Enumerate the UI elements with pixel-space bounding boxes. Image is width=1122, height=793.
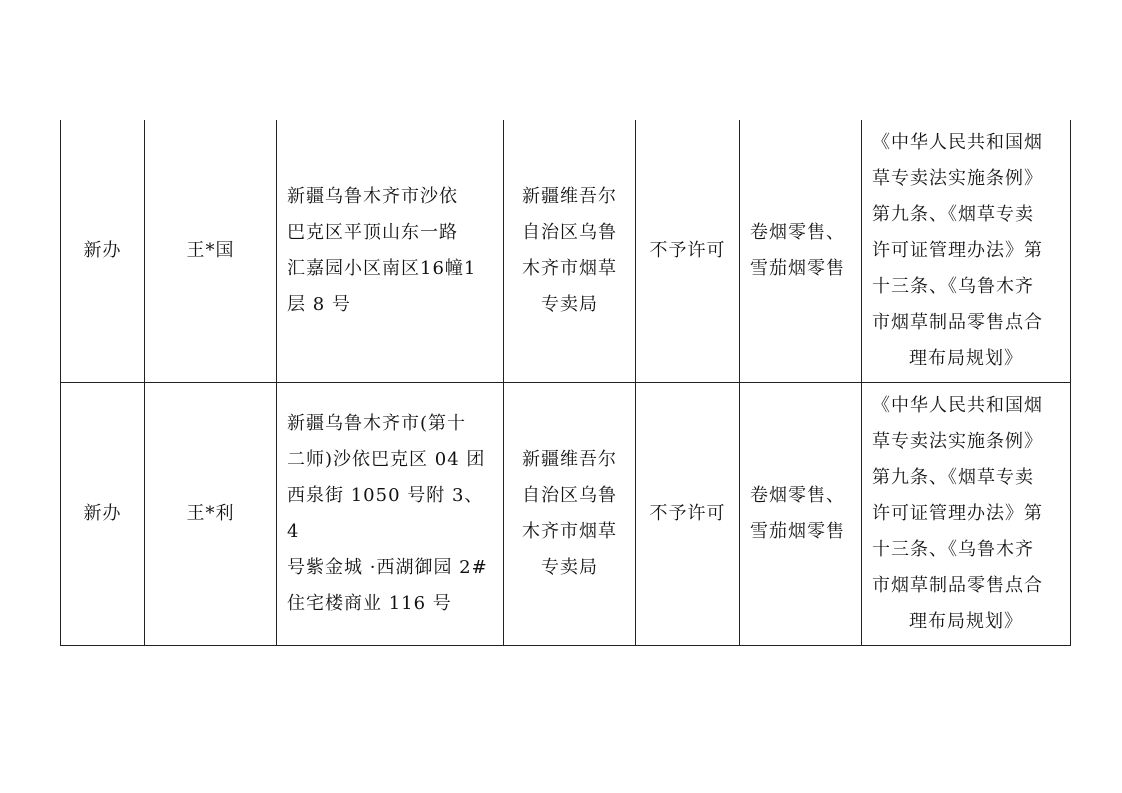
legal-basis: 《中华人民共和国烟 草专卖法实施条例》 第九条、《烟草专卖 许可证管理办法》第 十三条、《乌鲁木齐 市烟草制品零售点合 [872, 132, 1043, 333]
application-type: 新办 [83, 240, 122, 261]
applicant-name: 王*国 [186, 240, 235, 261]
issuing-authority: 新疆维吾尔 自治区乌鲁 木齐市烟草 专卖局 [522, 186, 617, 315]
application-type: 新办 [83, 503, 122, 524]
legal-basis-cell [862, 383, 1071, 646]
legal-basis-last-line: 理布局规划》 [909, 611, 1023, 632]
business-address: 新疆乌鲁木齐市沙依 巴克区平顶山东一路 汇嘉园小区南区16幢1 层 8 号 [287, 186, 477, 315]
business-address: 新疆乌鲁木齐市(第十 二师)沙依巴克区 04 团 西泉街 1050 号附 3、4 号紫金城 ·西湖御园 2# 住宅楼商业 116 号 [287, 413, 488, 614]
business-scope-cell [740, 383, 862, 646]
issuing-authority: 新疆维吾尔 自治区乌鲁 木齐市烟草 专卖局 [522, 449, 617, 578]
business-address-cell [277, 120, 504, 383]
authority-cell [504, 120, 636, 383]
application-type-cell [61, 383, 145, 646]
business-scope: 卷烟零售、 雪茄烟零售 [750, 485, 845, 542]
table-row [61, 383, 1071, 646]
table-row [61, 120, 1071, 383]
applicant-name-cell [145, 383, 277, 646]
legal-basis-cell [862, 120, 1071, 383]
decision-result: 不予许可 [649, 503, 726, 524]
business-scope-cell [740, 120, 862, 383]
authority-cell [504, 383, 636, 646]
business-address-cell [277, 383, 504, 646]
business-scope: 卷烟零售、 雪茄烟零售 [750, 222, 845, 279]
decision-cell [636, 383, 740, 646]
license-decision-table [60, 120, 1071, 646]
application-type-cell [61, 120, 145, 383]
legal-basis: 《中华人民共和国烟 草专卖法实施条例》 第九条、《烟草专卖 许可证管理办法》第 十三条、《乌鲁木齐 市烟草制品零售点合 [872, 395, 1043, 596]
decision-result: 不予许可 [649, 240, 726, 261]
applicant-name: 王*利 [186, 503, 235, 524]
applicant-name-cell [145, 120, 277, 383]
legal-basis-last-line: 理布局规划》 [909, 348, 1023, 369]
decision-cell [636, 120, 740, 383]
